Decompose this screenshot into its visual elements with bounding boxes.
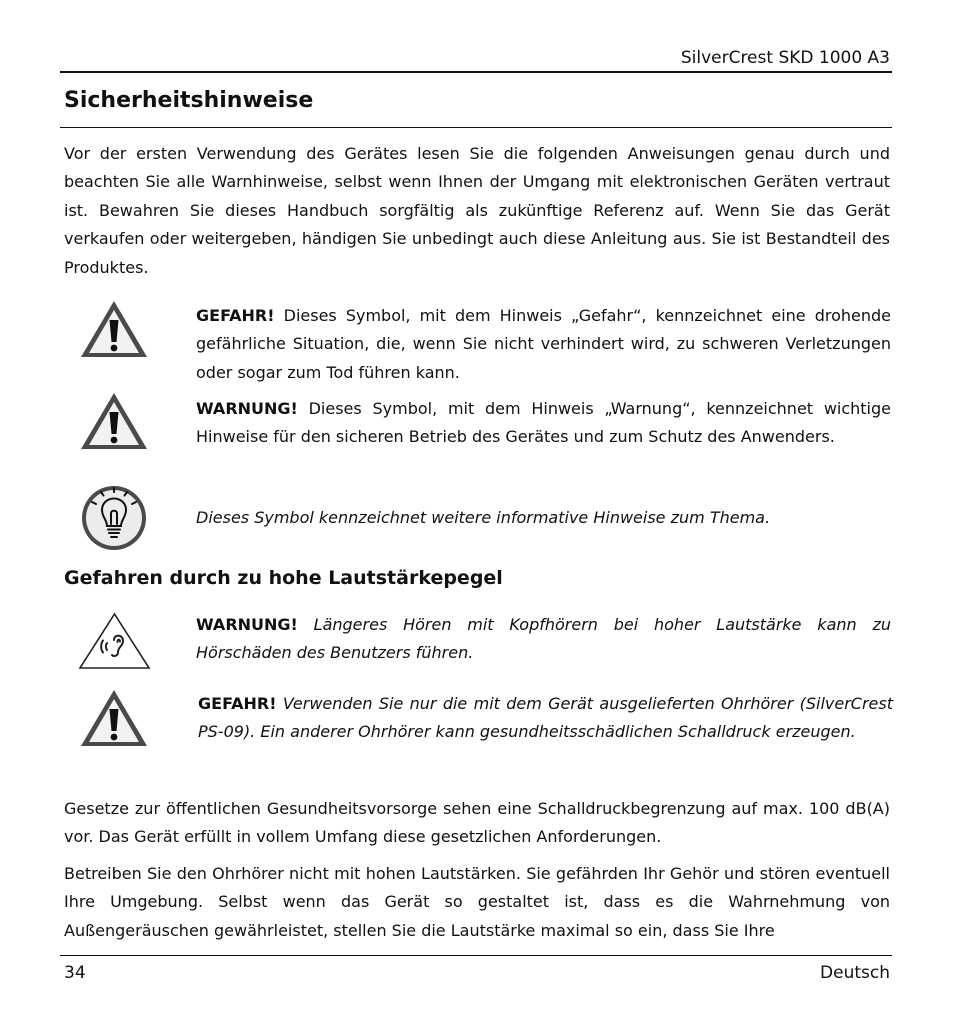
warning-note — [196, 395, 891, 452]
section-title: Sicherheitshinweise — [64, 88, 314, 113]
volume-danger-note — [198, 690, 893, 747]
warning-text: Dieses Symbol, mit dem Hinweis „Warnung“, kennzeichnet wichtige Hinweise für den sicheren Betrieb des Gerätes und zum Schutz des Anwenders. — [196, 399, 891, 447]
volume-warning-label: WARNUNG! — [196, 615, 298, 634]
footer-divider — [60, 955, 892, 956]
danger-text: Dieses Symbol, mit dem Hinweis „Gefahr“, kennzeichnet eine drohende gefährliche Situation, die, wenn Sie nicht verhindert wird, zu schweren Verletzungen oder sogar zum Tod führen kann. — [196, 306, 891, 382]
volume-danger-label: GEFAHR! — [198, 694, 277, 713]
usage-paragraph: Betreiben Sie den Ohrhörer nicht mit hohen Lautstärken. Sie gefährden Ihr Gehör und stören eventuell Ihre Umgebung. Selbst wenn das Gerät so gestaltet ist, dass es die Wahrnehmung von Außengeräuschen gewährleistet, stellen Sie die Lautstärke maximal so ein, dass Sie Ihre — [64, 864, 890, 940]
subsection-title: Gefahren durch zu hohe Lautstärkepegel — [64, 567, 503, 589]
danger-label: GEFAHR! — [196, 306, 275, 325]
lightbulb-icon — [79, 482, 149, 552]
law-paragraph: Gesetze zur öffentlichen Gesundheitsvorsorge sehen eine Schalldruckbegrenzung auf max. 100 dB(A) vor. Das Gerät erfüllt in vollem Umfang diese gesetzlichen Anforderungen. — [64, 799, 890, 847]
footer-language: Deutsch — [820, 963, 890, 983]
warning-label: WARNUNG! — [196, 399, 298, 418]
header-model-name: SilverCrest SKD 1000 A3 — [680, 48, 890, 68]
danger-note — [196, 302, 891, 387]
header-divider — [60, 71, 892, 73]
warning-triangle-icon — [78, 298, 150, 360]
info-note: Dieses Symbol kennzeichnet weitere informative Hinweise zum Thema. — [196, 508, 771, 527]
volume-warning-note — [196, 611, 891, 668]
warning-triangle-icon — [78, 687, 150, 749]
warning-triangle-icon — [78, 390, 150, 452]
page-number: 34 — [64, 963, 86, 983]
hearing-warning-icon — [78, 612, 151, 670]
section-title-divider — [60, 127, 892, 128]
volume-warning-text: Längeres Hören mit Kopfhörern bei hoher Lautstärke kann zu Hörschäden des Benutzers führen. — [196, 615, 892, 663]
intro-paragraph: Vor der ersten Verwendung des Gerätes lesen Sie die folgenden Anweisungen genau durch und beachten Sie alle Warnhinweise, selbst wenn Ihnen der Umgang mit elektronischen Geräten vertraut ist. Bewahren Sie dieses Handbuch sorgfältig als zukünftige Referenz auf. Wenn Sie das Gerät verkaufen oder weitergeben, händigen Sie unbedingt auch diese Anleitung aus. Sie ist Bestandteil des Produktes. — [64, 144, 890, 277]
volume-danger-text: Verwenden Sie nur die mit dem Gerät ausgelieferten Ohrhörer (SilverCrest PS-09). Ein anderer Ohrhörer kann gesundheitsschädlichen Schalldruck erzeugen. — [198, 694, 894, 742]
